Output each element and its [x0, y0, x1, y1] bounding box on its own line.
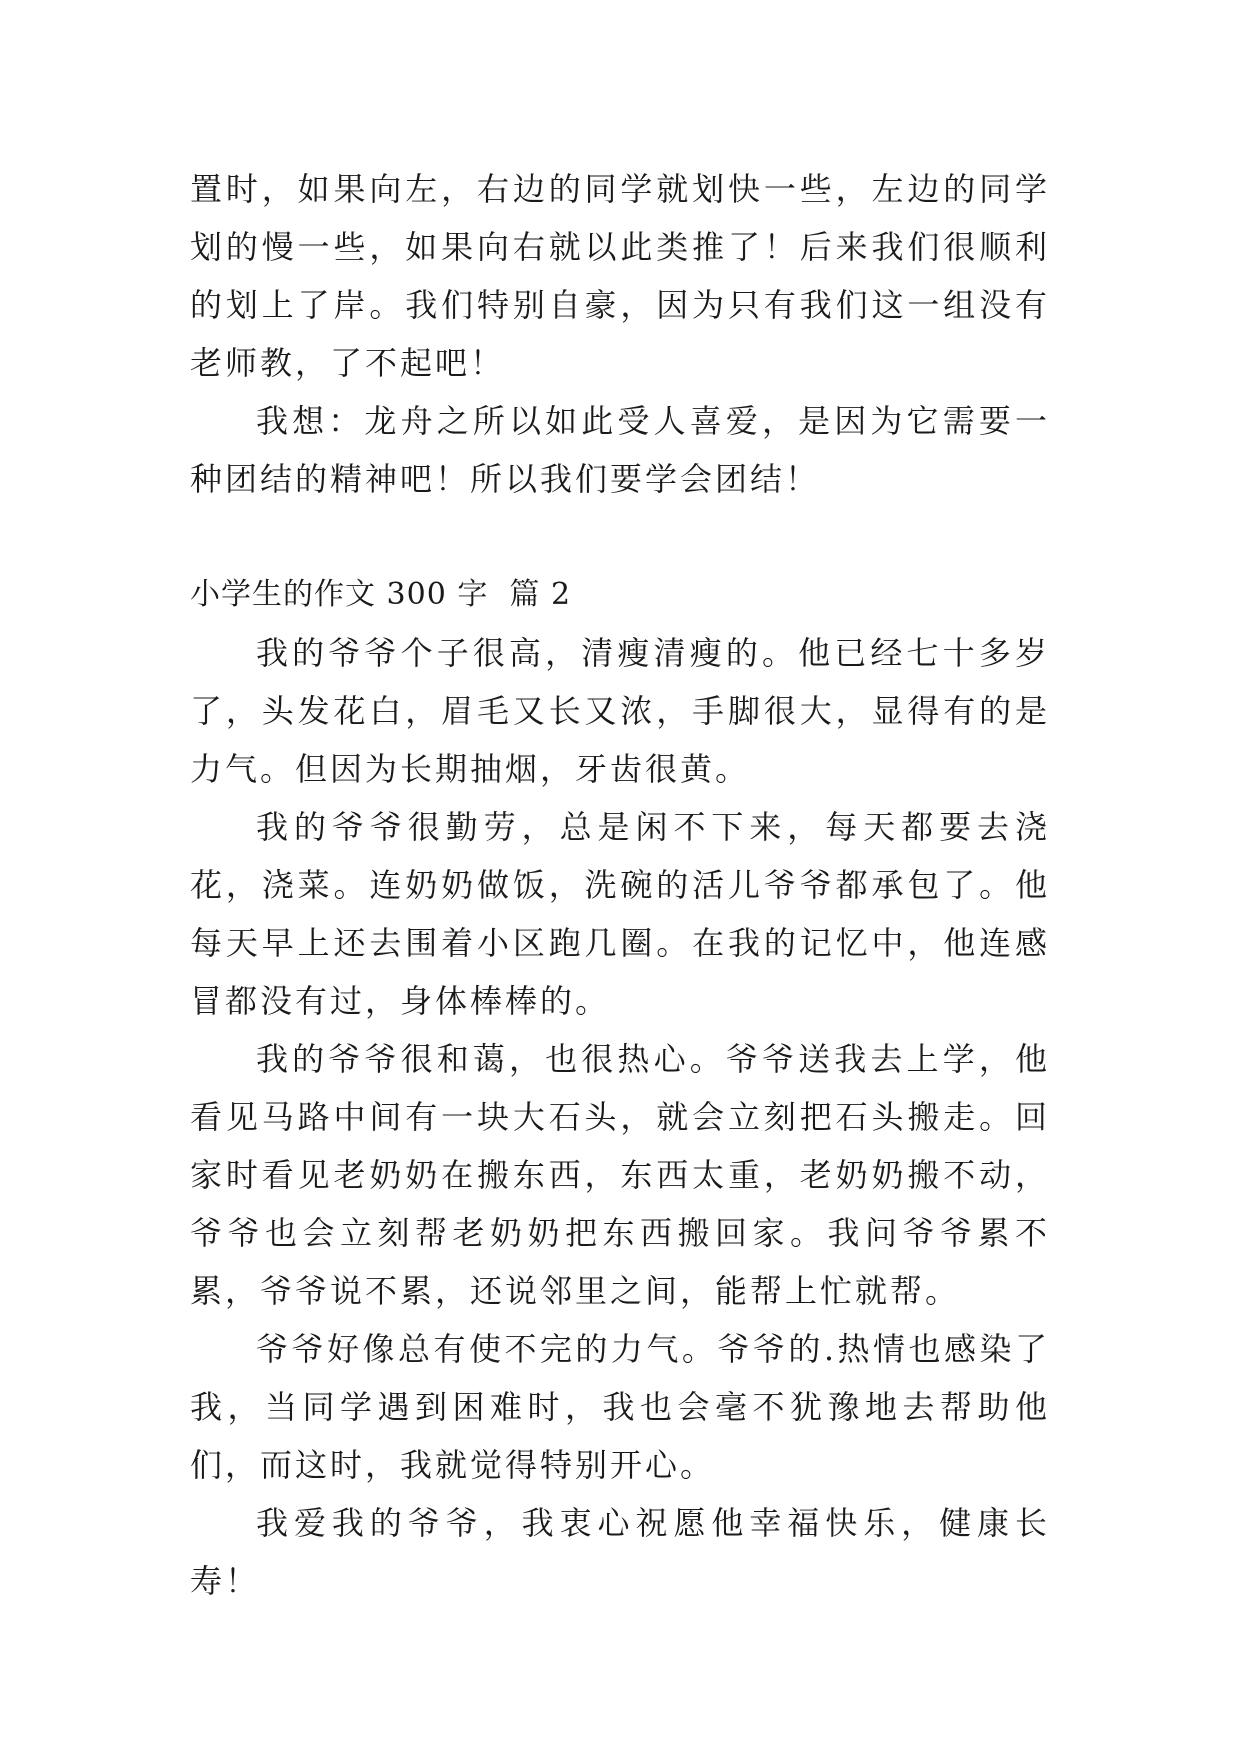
paragraph-diligence: 我的爷爷很勤劳，总是闲不下来，每天都要去浇花，浇菜。连奶奶做饭，洗碗的活儿爷爷都承包了。他每天早上还去围着小区跑几圈。在我的记忆中，他连感冒都没有过，身体棒棒的。: [190, 808, 1050, 1020]
paragraph-closing: 我爱我的爷爷，我衷心祝愿他幸福快乐，健康长寿！: [190, 1504, 1050, 1600]
paragraph-appearance: 我的爷爷个子很高，清瘦清瘦的。他已经七十多岁了，头发花白，眉毛又长又浓，手脚很大，显得有的是力气。但因为长期抽烟，牙齿很黄。: [190, 634, 1050, 788]
paragraph-conclusion: 我想：龙舟之所以如此受人喜爱，是因为它需要一种团结的精神吧！所以我们要学会团结！: [190, 402, 1050, 498]
paragraph-continued: 置时，如果向左，右边的同学就划快一些，左边的同学划的慢一些，如果向右就以此类推了！后来我们很顺利的划上了岸。我们特别自豪，因为只有我们这一组没有老师教，了不起吧！: [190, 170, 1050, 382]
section-spacer: [190, 508, 1050, 566]
section-heading: 小学生的作文 300 字 篇 2: [190, 577, 572, 612]
document-body: [190, 160, 1050, 1610]
paragraph-influence: 爷爷好像总有使不完的力气。爷爷的.热情也感染了我，当同学遇到困难时，我也会毫不犹豫地去帮助他们，而这时，我就觉得特别开心。: [190, 1330, 1050, 1484]
paragraph-kindness: 我的爷爷很和蔼，也很热心。爷爷送我去上学，他看见马路中间有一块大石头，就会立刻把石头搬走。回家时看见老奶奶在搬东西，东西太重，老奶奶搬不动，爷爷也会立刻帮老奶奶把东西搬回家。我问爷爷累不累，爷爷说不累，还说邻里之间，能帮上忙就帮。: [190, 1040, 1050, 1310]
